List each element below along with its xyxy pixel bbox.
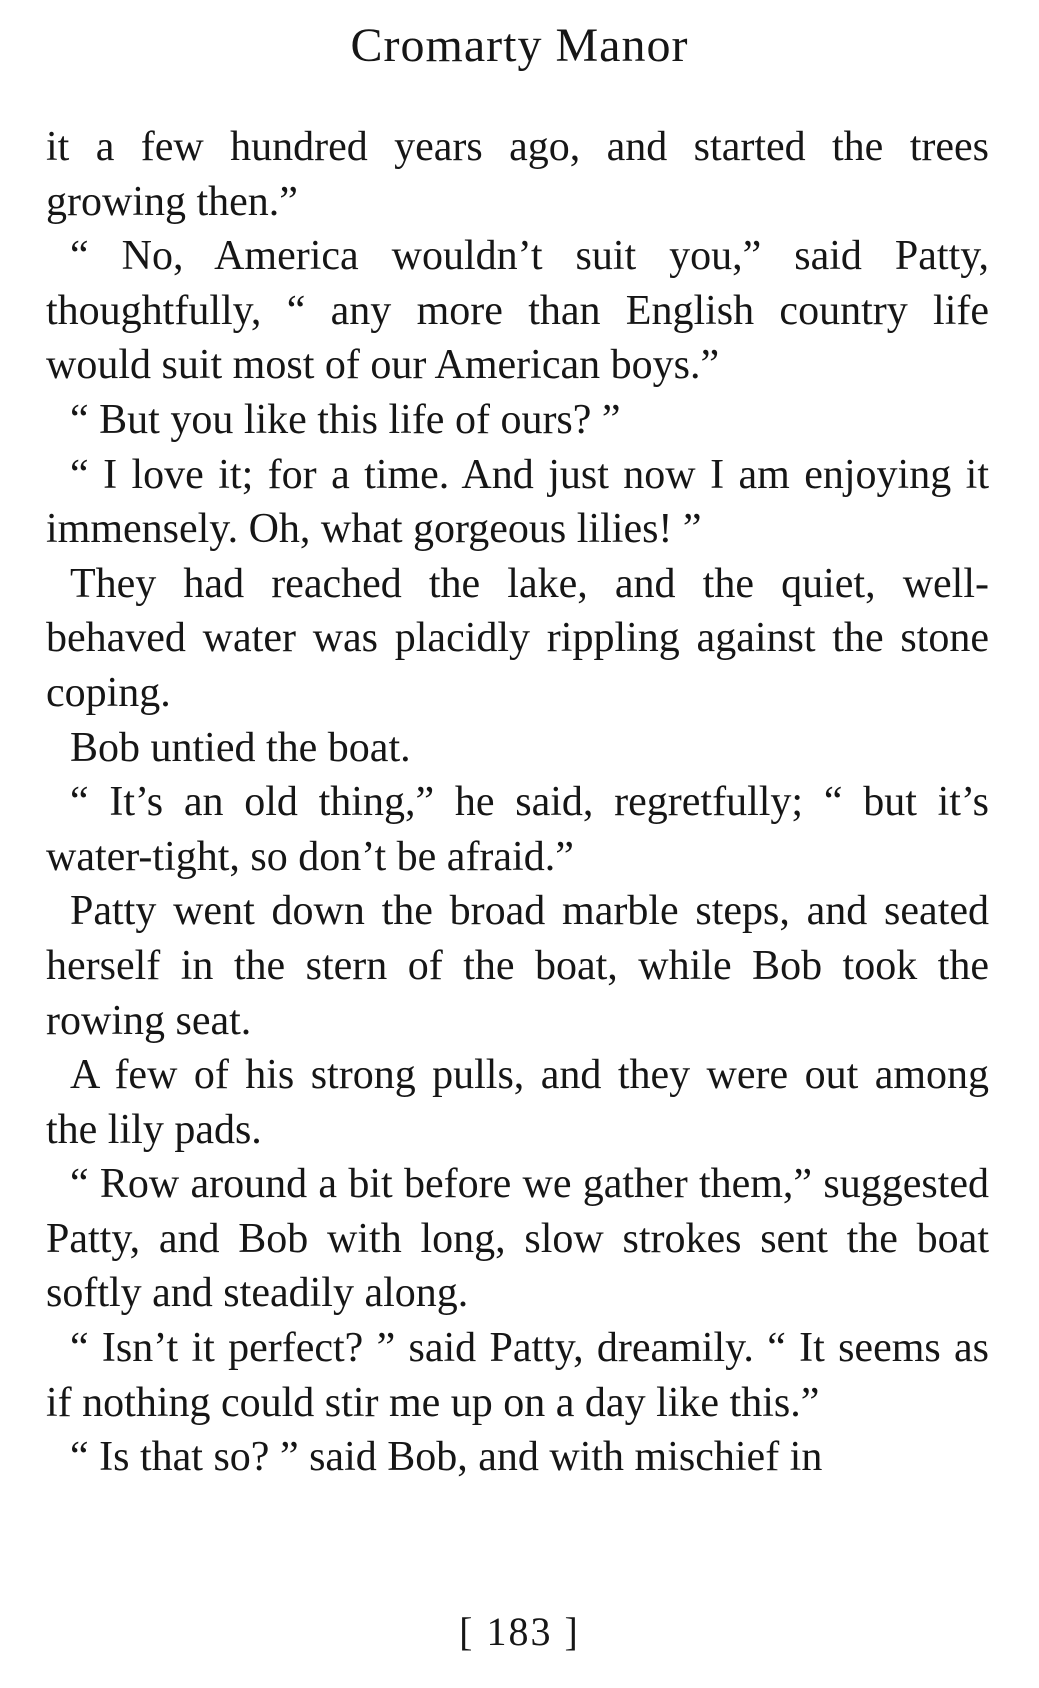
paragraph: “ It’s an old thing,” he said, regretfully; “ but it’s water-tight, so don’t be afraid.” xyxy=(46,779,989,880)
paragraph: A few of his strong pulls, and they were out among the lily pads. xyxy=(46,1052,989,1153)
paragraph: They had reached the lake, and the quiet, well-behaved water was placidly rippling against the stone coping. xyxy=(46,560,989,716)
paragraph: Patty went down the broad marble steps, and seated herself in the stern of the boat, while Bob took the rowing seat. xyxy=(46,888,989,1044)
paragraph: “ But you like this life of ours? ” xyxy=(70,396,621,443)
paragraph: “ Row around a bit before we gather them,” suggested Patty, and Bob with long, slow strokes sent the boat softly and steadily along. xyxy=(46,1161,989,1317)
paragraph: “ No, America wouldn’t suit you,” said Patty, thoughtfully, “ any more than English country life would suit most of our American boys.” xyxy=(46,233,989,389)
paragraph: “ I love it; for a time. And just now I am enjoying it immensely. Oh, what gorgeous lilies! ” xyxy=(46,451,989,553)
paragraph: “ Is that so? ” said Bob, and with mischief in xyxy=(70,1434,823,1481)
paragraph: Bob untied the boat. xyxy=(70,724,411,771)
page-number: [ 183 ] xyxy=(459,1609,580,1654)
running-head: Cromarty Manor xyxy=(350,19,689,72)
body-text xyxy=(46,120,989,1485)
paragraph: “ Isn’t it perfect? ” said Patty, dreamily. “ It seems as if nothing could stir me up on a day like this.” xyxy=(46,1325,989,1426)
paragraph-continuation: it a few hundred years ago, and started the trees growing then.” xyxy=(46,124,989,225)
